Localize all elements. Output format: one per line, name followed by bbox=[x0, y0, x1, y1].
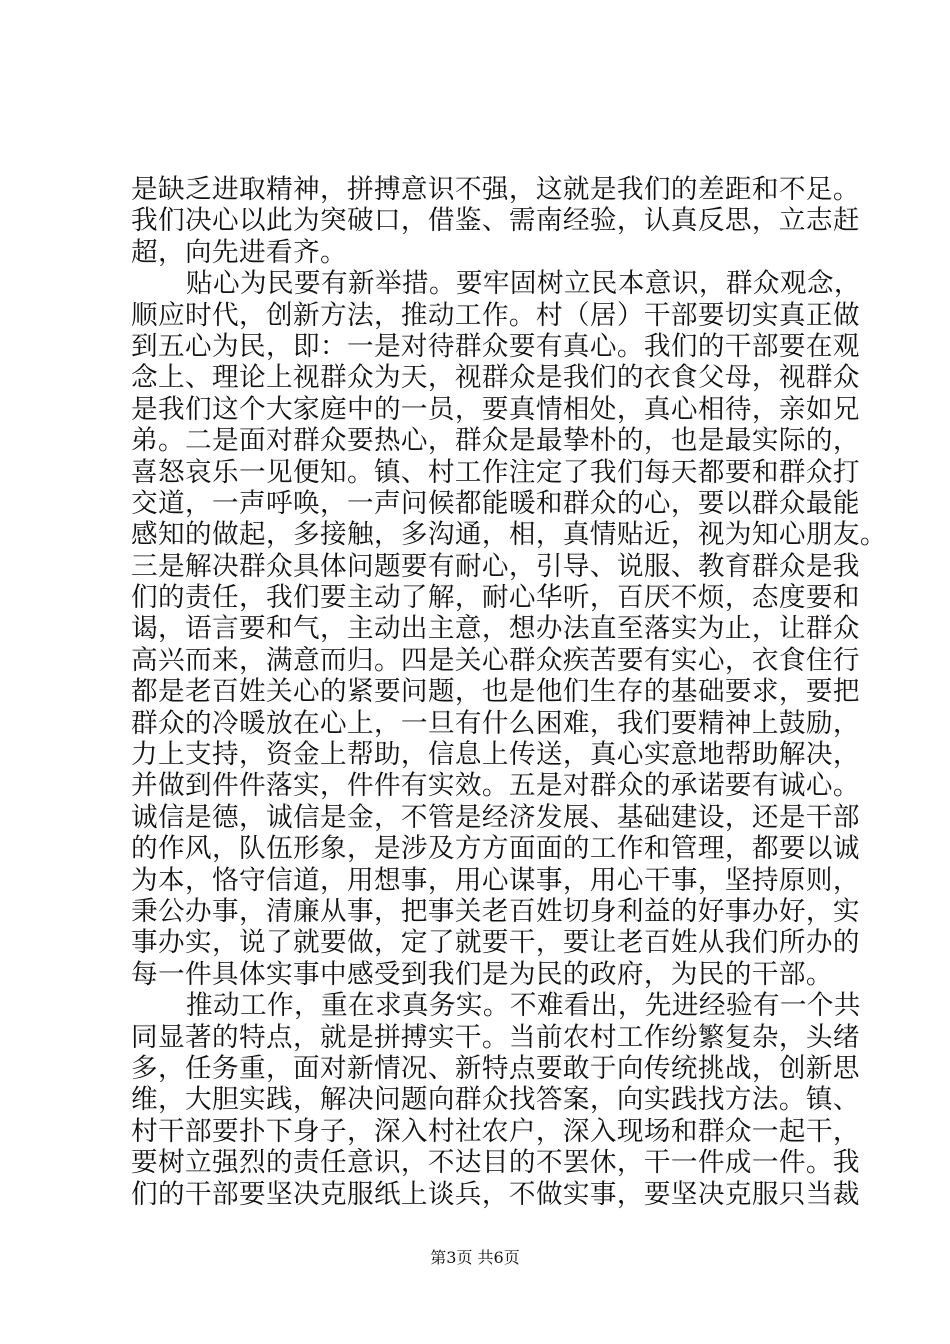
text-line: 多，任务重，面对新情况、新特点要敢于向传统挑战，创新思 bbox=[131, 1052, 860, 1084]
text-line: 感知的做起，多接触，多沟通，相，真情贴近，视为知心朋友。 bbox=[131, 519, 887, 551]
text-line: 顺应时代，创新方法，推动工作。村（居）干部要切实真正做 bbox=[131, 299, 860, 331]
text-line: 谒，语言要和气，主动出主意，想办法直至落实为止，让群众 bbox=[131, 613, 860, 645]
text-line: 村干部要扑下身子，深入村社农户，深入现场和群众一起干， bbox=[131, 1115, 860, 1147]
text-line: 们的责任，我们要主动了解，耐心华听，百厌不烦，态度要和 bbox=[131, 582, 860, 614]
text-line: 三是解决群众具体问题要有耐心，引导、说服、教育群众是我 bbox=[131, 550, 860, 582]
text-line: 弟。二是面对群众要热心，群众是最挚朴的，也是最实际的， bbox=[131, 425, 860, 457]
text-line: 为本，恪守信道，用想事，用心谋事，用心干事，坚持原则， bbox=[131, 864, 860, 896]
text-line: 每一件具体实事中感受到我们是为民的政府，为民的干部。 bbox=[131, 958, 833, 990]
text-line: 是我们这个大家庭中的一员，要真情相处，真心相待，亲如兄 bbox=[131, 393, 860, 425]
text-line: 喜怒哀乐一见便知。镇、村工作注定了我们每天都要和群众打 bbox=[131, 456, 860, 488]
text-line: 超，向先进看齐。 bbox=[131, 236, 347, 268]
text-line: 群众的冷暖放在心上，一旦有什么困难，我们要精神上鼓励， bbox=[131, 707, 860, 739]
text-line: 我们决心以此为突破口，借鉴、需南经验，认真反思，立志赶 bbox=[131, 205, 860, 237]
text-line: 力上支持，资金上帮助，信息上传送，真心实意地帮助解决， bbox=[131, 739, 860, 771]
text-line: 要树立强烈的责任意识，不达目的不罢休，干一件成一件。我 bbox=[131, 1147, 860, 1179]
text-line: 高兴而来，满意而归。四是关心群众疾苦要有实心，衣食住行 bbox=[131, 644, 860, 676]
text-line: 维，大胆实践，解决问题向群众找答案，向实践找方法。镇、 bbox=[131, 1084, 860, 1116]
text-line: 交道，一声呼唤，一声问候都能暖和群众的心，要以群众最能 bbox=[131, 487, 860, 519]
text-line: 到五心为民，即：一是对待群众要有真心。我们的干部要在观 bbox=[131, 330, 860, 362]
page-footer: 第3页 共6页 bbox=[430, 1248, 520, 1267]
text-line: 的作风，队伍形象，是涉及方方面面的工作和管理，都要以诚 bbox=[131, 833, 860, 865]
text-line: 秉公办事，清廉从事，把事关老百姓切身利益的好事办好，实 bbox=[131, 895, 860, 927]
text-line: 们的干部要坚决克服纸上谈兵，不做实事，要坚决克服只当裁 bbox=[131, 1178, 860, 1210]
text-line: 贴心为民要有新举措。要牢固树立民本意识，群众观念， bbox=[186, 268, 861, 300]
text-line: 事办实，说了就要做，定了就要干，要让老百姓从我们所办的 bbox=[131, 927, 860, 959]
text-line: 都是老百姓关心的紧要问题，也是他们生存的基础要求，要把 bbox=[131, 676, 860, 708]
text-line: 是缺乏进取精神，拼搏意识不强，这就是我们的差距和不足。 bbox=[131, 174, 860, 205]
text-line: 同显著的特点，就是拼搏实干。当前农村工作纷繁复杂，头绪 bbox=[131, 1021, 860, 1053]
text-line: 并做到件件落实，件件有实效。五是对群众的承诺要有诚心。 bbox=[131, 770, 860, 802]
body-text bbox=[131, 174, 887, 1210]
text-line: 念上、理论上视群众为天，视群众是我们的衣食父母，视群众 bbox=[131, 362, 860, 394]
text-line: 推动工作，重在求真务实。不难看出，先进经验有一个共 bbox=[186, 990, 861, 1022]
text-line: 诚信是德，诚信是金，不管是经济发展、基础建设，还是干部 bbox=[131, 801, 860, 833]
